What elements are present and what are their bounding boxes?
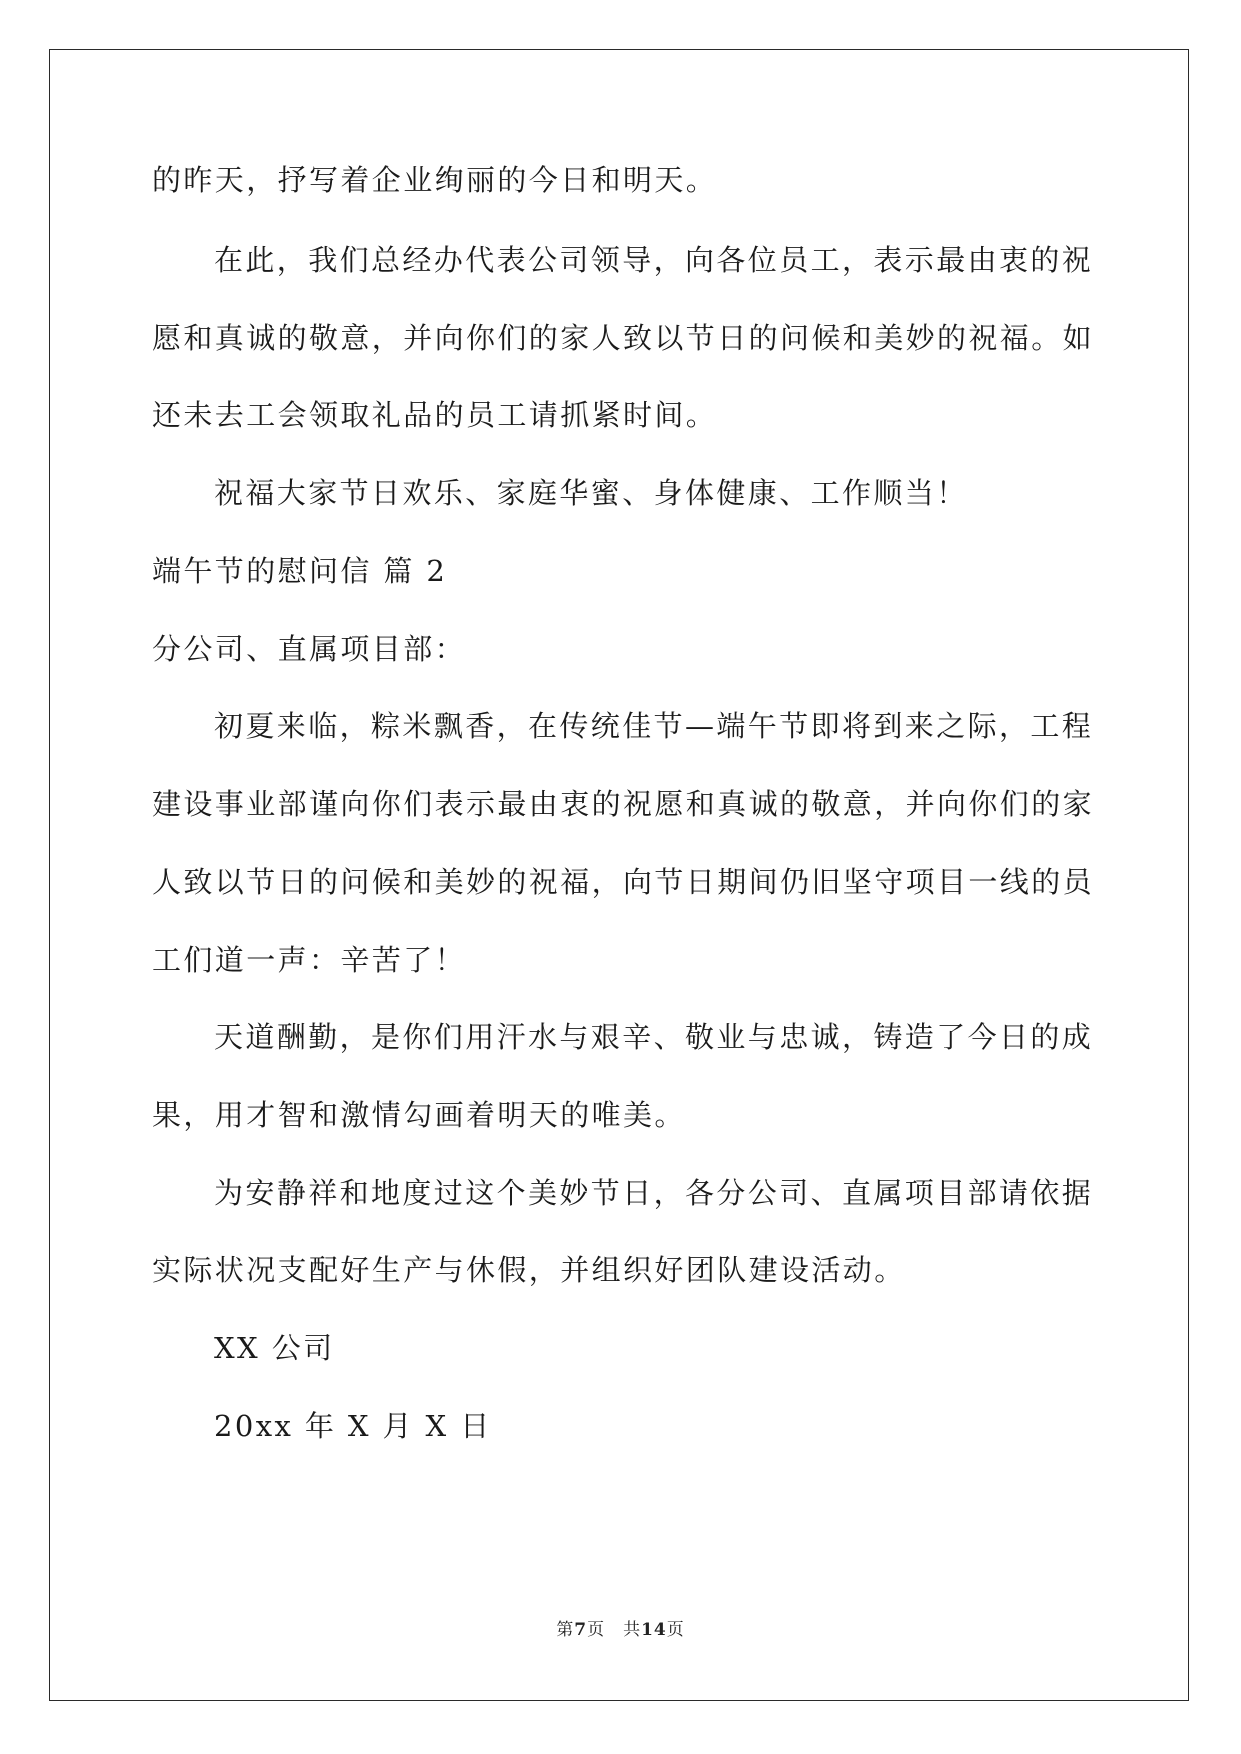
- paragraph-line: 建设事业部谨向你们表示最由衷的祝愿和真诚的敬意，并向你们的家: [152, 787, 1095, 821]
- paragraph-line: 人致以节日的问候和美妙的祝福，向节日期间仍旧坚守项目一线的员: [152, 865, 1095, 899]
- salutation: 分公司、直属项目部：: [152, 632, 467, 666]
- page-total: 14: [641, 1620, 667, 1640]
- section-heading: 端午节的慰问信 篇 2: [152, 554, 448, 588]
- paragraph-line: 初夏来临，粽米飘香，在传统佳节—端午节即将到来之际，工程: [214, 709, 1094, 743]
- paragraph-line: 还未去工会领取礼品的员工请抓紧时间。: [152, 398, 718, 432]
- page-prefix: 第: [556, 1620, 575, 1640]
- paragraph-line: 果，用才智和激情勾画着明天的唯美。: [152, 1098, 686, 1132]
- total-prefix: 共: [623, 1620, 642, 1640]
- paragraph-line: 在此，我们总经办代表公司领导，向各位员工，表示最由衷的祝: [214, 243, 1094, 277]
- page-footer: [0, 1615, 1241, 1640]
- total-suffix: 页: [666, 1620, 685, 1640]
- paragraph-line: 的昨天，抒写着企业绚丽的今日和明天。: [152, 163, 718, 197]
- paragraph-line: 实际状况支配好生产与休假，并组织好团队建设活动。: [152, 1253, 906, 1287]
- paragraph-line: 工们道一声：辛苦了！: [152, 943, 467, 977]
- page-current: 7: [574, 1620, 588, 1640]
- paragraph-line: 愿和真诚的敬意，并向你们的家人致以节日的问候和美妙的祝福。如: [152, 321, 1095, 355]
- paragraph-line: 天道酬勤，是你们用汗水与艰辛、敬业与忠诚，铸造了今日的成: [214, 1020, 1094, 1054]
- paragraph-line: 祝福大家节日欢乐、家庭华蜜、身体健康、工作顺当！: [214, 476, 968, 510]
- signature-company: XX 公司: [214, 1331, 335, 1365]
- paragraph-line: 为安静祥和地度过这个美妙节日，各分公司、直属项目部请依据: [214, 1176, 1094, 1210]
- signature-date: 20xx 年 X 月 X 日: [214, 1409, 492, 1443]
- page-suffix: 页: [587, 1620, 606, 1640]
